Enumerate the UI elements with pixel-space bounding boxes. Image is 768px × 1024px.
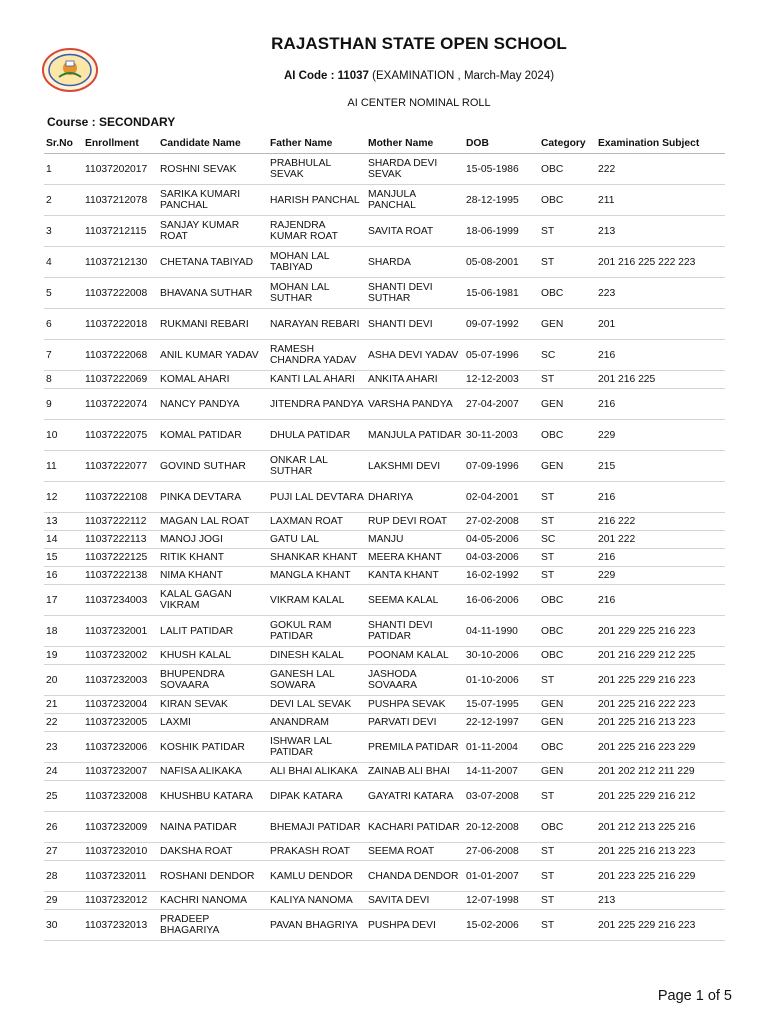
cell-father-name: KANTI LAL AHARI <box>268 371 366 389</box>
cell-candidate-name: NANCY PANDYA <box>158 389 268 420</box>
cell-enrollment: 11037232008 <box>83 781 158 812</box>
cell-father-name: MANGLA KHANT <box>268 567 366 585</box>
cell-srno: 28 <box>44 861 83 892</box>
cell-candidate-name: DAKSHA ROAT <box>158 843 268 861</box>
cell-enrollment: 11037212130 <box>83 247 158 278</box>
cell-dob: 15-05-1986 <box>464 154 539 185</box>
table-row <box>44 843 725 861</box>
cell-candidate-name: KOMAL AHARI <box>158 371 268 389</box>
col-header-enrollment: Enrollment <box>83 133 158 154</box>
cell-exam-subject: 201 225 229 216 212 <box>596 781 725 812</box>
cell-srno: 26 <box>44 812 83 843</box>
cell-dob: 09-07-1992 <box>464 309 539 340</box>
cell-candidate-name: KOSHIK PATIDAR <box>158 732 268 763</box>
cell-dob: 18-06-1999 <box>464 216 539 247</box>
cell-category: ST <box>539 513 596 531</box>
cell-enrollment: 11037222108 <box>83 482 158 513</box>
cell-exam-subject: 201 202 212 211 229 <box>596 763 725 781</box>
cell-srno: 19 <box>44 647 83 665</box>
cell-father-name: ISHWAR LAL PATIDAR <box>268 732 366 763</box>
cell-father-name: PAVAN BHAGRIYA <box>268 910 366 941</box>
cell-category: ST <box>539 910 596 941</box>
cell-enrollment: 11037232012 <box>83 892 158 910</box>
cell-category: OBC <box>539 616 596 647</box>
cell-mother-name: LAKSHMI DEVI <box>366 451 464 482</box>
cell-dob: 28-12-1995 <box>464 185 539 216</box>
cell-candidate-name: RITIK KHANT <box>158 549 268 567</box>
cell-father-name: GATU LAL <box>268 531 366 549</box>
cell-exam-subject: 216 <box>596 389 725 420</box>
cell-candidate-name: NIMA KHANT <box>158 567 268 585</box>
table-row <box>44 861 725 892</box>
cell-srno: 4 <box>44 247 83 278</box>
cell-candidate-name: KHUSHBU KATARA <box>158 781 268 812</box>
cell-candidate-name: KHUSH KALAL <box>158 647 268 665</box>
cell-candidate-name: NAFISA ALIKAKA <box>158 763 268 781</box>
cell-dob: 07-09-1996 <box>464 451 539 482</box>
cell-dob: 22-12-1997 <box>464 714 539 732</box>
cell-category: OBC <box>539 185 596 216</box>
cell-exam-subject: 223 <box>596 278 725 309</box>
table-row <box>44 154 725 185</box>
cell-exam-subject: 201 225 229 216 223 <box>596 665 725 696</box>
cell-enrollment: 11037232006 <box>83 732 158 763</box>
cell-enrollment: 11037202017 <box>83 154 158 185</box>
cell-exam-subject: 229 <box>596 420 725 451</box>
cell-srno: 11 <box>44 451 83 482</box>
cell-father-name: MOHAN LAL SUTHAR <box>268 278 366 309</box>
cell-enrollment: 11037232013 <box>83 910 158 941</box>
exam-session: (EXAMINATION , March-May 2024) <box>368 70 555 82</box>
cell-dob: 27-06-2008 <box>464 843 539 861</box>
cell-exam-subject: 213 <box>596 216 725 247</box>
cell-category: ST <box>539 665 596 696</box>
cell-exam-subject: 201 <box>596 309 725 340</box>
page-number: Page 1 of 5 <box>657 988 732 1004</box>
cell-enrollment: 11037222138 <box>83 567 158 585</box>
cell-category: SC <box>539 340 596 371</box>
table-row <box>44 531 725 549</box>
cell-category: GEN <box>539 389 596 420</box>
cell-srno: 5 <box>44 278 83 309</box>
cell-father-name: KAMLU DENDOR <box>268 861 366 892</box>
cell-enrollment: 11037212078 <box>83 185 158 216</box>
table-row <box>44 665 725 696</box>
table-row <box>44 420 725 451</box>
cell-dob: 30-11-2003 <box>464 420 539 451</box>
cell-exam-subject: 211 <box>596 185 725 216</box>
cell-father-name: PUJI LAL DEVTARA <box>268 482 366 513</box>
cell-dob: 27-02-2008 <box>464 513 539 531</box>
cell-dob: 12-07-1998 <box>464 892 539 910</box>
cell-exam-subject: 216 222 <box>596 513 725 531</box>
cell-category: OBC <box>539 585 596 616</box>
cell-category: ST <box>539 371 596 389</box>
cell-mother-name: SHANTI DEVI PATIDAR <box>366 616 464 647</box>
cell-srno: 18 <box>44 616 83 647</box>
cell-father-name: DIPAK KATARA <box>268 781 366 812</box>
table-row <box>44 812 725 843</box>
cell-srno: 22 <box>44 714 83 732</box>
cell-mother-name: SEEMA KALAL <box>366 585 464 616</box>
cell-father-name: ALI BHAI ALIKAKA <box>268 763 366 781</box>
cell-mother-name: PARVATI DEVI <box>366 714 464 732</box>
table-row <box>44 585 725 616</box>
cell-srno: 20 <box>44 665 83 696</box>
table-row <box>44 247 725 278</box>
cell-mother-name: GAYATRI KATARA <box>366 781 464 812</box>
col-header-srno: Sr.No <box>44 133 83 154</box>
cell-srno: 15 <box>44 549 83 567</box>
cell-candidate-name: MAGAN LAL ROAT <box>158 513 268 531</box>
cell-exam-subject: 222 <box>596 154 725 185</box>
cell-srno: 1 <box>44 154 83 185</box>
cell-category: GEN <box>539 309 596 340</box>
cell-father-name: ANANDRAM <box>268 714 366 732</box>
cell-candidate-name: LALIT PATIDAR <box>158 616 268 647</box>
cell-exam-subject: 229 <box>596 567 725 585</box>
table-row <box>44 910 725 941</box>
cell-exam-subject: 201 216 225 <box>596 371 725 389</box>
cell-enrollment: 11037234003 <box>83 585 158 616</box>
cell-candidate-name: NAINA PATIDAR <box>158 812 268 843</box>
cell-enrollment: 11037222113 <box>83 531 158 549</box>
cell-dob: 02-04-2001 <box>464 482 539 513</box>
cell-candidate-name: BHUPENDRA SOVAARA <box>158 665 268 696</box>
cell-srno: 6 <box>44 309 83 340</box>
cell-mother-name: SHARDA DEVI SEVAK <box>366 154 464 185</box>
cell-mother-name: CHANDA DENDOR <box>366 861 464 892</box>
cell-category: OBC <box>539 154 596 185</box>
cell-exam-subject: 201 225 216 223 229 <box>596 732 725 763</box>
cell-category: ST <box>539 892 596 910</box>
cell-dob: 15-02-2006 <box>464 910 539 941</box>
cell-dob: 01-11-2004 <box>464 732 539 763</box>
table-row <box>44 309 725 340</box>
cell-enrollment: 11037222068 <box>83 340 158 371</box>
cell-enrollment: 11037222075 <box>83 420 158 451</box>
cell-category: OBC <box>539 732 596 763</box>
cell-candidate-name: RUKMANI REBARI <box>158 309 268 340</box>
cell-srno: 9 <box>44 389 83 420</box>
cell-exam-subject: 201 225 229 216 223 <box>596 910 725 941</box>
cell-father-name: SHANKAR KHANT <box>268 549 366 567</box>
cell-exam-subject: 215 <box>596 451 725 482</box>
cell-mother-name: MANJULA PANCHAL <box>366 185 464 216</box>
cell-candidate-name: ROSHNI SEVAK <box>158 154 268 185</box>
cell-mother-name: KACHARI PATIDAR <box>366 812 464 843</box>
cell-candidate-name: KOMAL PATIDAR <box>158 420 268 451</box>
cell-enrollment: 11037232009 <box>83 812 158 843</box>
cell-srno: 25 <box>44 781 83 812</box>
cell-mother-name: SHANTI DEVI <box>366 309 464 340</box>
cell-enrollment: 11037232005 <box>83 714 158 732</box>
cell-mother-name: MEERA KHANT <box>366 549 464 567</box>
cell-candidate-name: GOVIND SUTHAR <box>158 451 268 482</box>
cell-srno: 21 <box>44 696 83 714</box>
cell-enrollment: 11037222018 <box>83 309 158 340</box>
cell-exam-subject: 201 225 216 213 223 <box>596 843 725 861</box>
cell-candidate-name: CHETANA TABIYAD <box>158 247 268 278</box>
col-header-exam-subject: Examination Subject <box>596 133 725 154</box>
cell-dob: 04-11-1990 <box>464 616 539 647</box>
cell-dob: 27-04-2007 <box>464 389 539 420</box>
cell-father-name: DHULA PATIDAR <box>268 420 366 451</box>
table-row <box>44 732 725 763</box>
cell-dob: 05-07-1996 <box>464 340 539 371</box>
cell-srno: 17 <box>44 585 83 616</box>
cell-father-name: JITENDRA PANDYA <box>268 389 366 420</box>
cell-srno: 10 <box>44 420 83 451</box>
ai-code-line <box>0 70 768 82</box>
cell-category: ST <box>539 843 596 861</box>
cell-enrollment: 11037232003 <box>83 665 158 696</box>
cell-enrollment: 11037222112 <box>83 513 158 531</box>
cell-category: GEN <box>539 696 596 714</box>
cell-srno: 27 <box>44 843 83 861</box>
cell-father-name: PRAKASH ROAT <box>268 843 366 861</box>
cell-mother-name: SHANTI DEVI SUTHAR <box>366 278 464 309</box>
cell-enrollment: 11037222069 <box>83 371 158 389</box>
cell-exam-subject: 201 229 225 216 223 <box>596 616 725 647</box>
cell-dob: 01-01-2007 <box>464 861 539 892</box>
table-row <box>44 567 725 585</box>
cell-father-name: BHEMAJI PATIDAR <box>268 812 366 843</box>
ai-code: AI Code : 11037 <box>283 70 369 82</box>
cell-srno: 2 <box>44 185 83 216</box>
cell-candidate-name: ROSHANI DENDOR <box>158 861 268 892</box>
cell-mother-name: ASHA DEVI YADAV <box>366 340 464 371</box>
cell-father-name: GANESH LAL SOWARA <box>268 665 366 696</box>
cell-category: ST <box>539 781 596 812</box>
table-row <box>44 371 725 389</box>
cell-candidate-name: SARIKA KUMARI PANCHAL <box>158 185 268 216</box>
cell-father-name: DEVI LAL SEVAK <box>268 696 366 714</box>
table-row <box>44 278 725 309</box>
table-row <box>44 781 725 812</box>
cell-dob: 05-08-2001 <box>464 247 539 278</box>
table-row <box>44 216 725 247</box>
cell-exam-subject: 216 <box>596 549 725 567</box>
table-header-row <box>44 133 725 154</box>
cell-mother-name: PREMILA PATIDAR <box>366 732 464 763</box>
cell-exam-subject: 201 225 216 222 223 <box>596 696 725 714</box>
cell-srno: 8 <box>44 371 83 389</box>
cell-category: GEN <box>539 451 596 482</box>
cell-father-name: RAJENDRA KUMAR ROAT <box>268 216 366 247</box>
table-row <box>44 549 725 567</box>
cell-dob: 04-05-2006 <box>464 531 539 549</box>
cell-category: OBC <box>539 278 596 309</box>
cell-father-name: RAMESH CHANDRA YADAV <box>268 340 366 371</box>
cell-srno: 29 <box>44 892 83 910</box>
course-label: Course : SECONDARY <box>47 115 176 129</box>
cell-mother-name: SAVITA ROAT <box>366 216 464 247</box>
cell-mother-name: ZAINAB ALI BHAI <box>366 763 464 781</box>
cell-exam-subject: 201 223 225 216 229 <box>596 861 725 892</box>
cell-mother-name: VARSHA PANDYA <box>366 389 464 420</box>
table-row <box>44 696 725 714</box>
cell-candidate-name: PRADEEP BHAGARIYA <box>158 910 268 941</box>
cell-mother-name: KANTA KHANT <box>366 567 464 585</box>
cell-srno: 24 <box>44 763 83 781</box>
cell-exam-subject: 216 <box>596 482 725 513</box>
cell-candidate-name: KACHRI NANOMA <box>158 892 268 910</box>
cell-candidate-name: SANJAY KUMAR ROAT <box>158 216 268 247</box>
cell-dob: 12-12-2003 <box>464 371 539 389</box>
cell-father-name: GOKUL RAM PATIDAR <box>268 616 366 647</box>
cell-category: ST <box>539 567 596 585</box>
cell-srno: 16 <box>44 567 83 585</box>
cell-enrollment: 11037232002 <box>83 647 158 665</box>
cell-enrollment: 11037232010 <box>83 843 158 861</box>
cell-enrollment: 11037212115 <box>83 216 158 247</box>
cell-candidate-name: KIRAN SEVAK <box>158 696 268 714</box>
cell-mother-name: JASHODA SOVAARA <box>366 665 464 696</box>
cell-enrollment: 11037222077 <box>83 451 158 482</box>
table-row <box>44 892 725 910</box>
cell-category: ST <box>539 216 596 247</box>
cell-dob: 03-07-2008 <box>464 781 539 812</box>
cell-mother-name: MANJU <box>366 531 464 549</box>
cell-srno: 14 <box>44 531 83 549</box>
cell-dob: 20-12-2008 <box>464 812 539 843</box>
cell-candidate-name: LAXMI <box>158 714 268 732</box>
cell-category: OBC <box>539 420 596 451</box>
cell-category: ST <box>539 247 596 278</box>
cell-enrollment: 11037232007 <box>83 763 158 781</box>
cell-srno: 12 <box>44 482 83 513</box>
cell-mother-name: MANJULA PATIDAR <box>366 420 464 451</box>
cell-enrollment: 11037232004 <box>83 696 158 714</box>
table-row <box>44 714 725 732</box>
nominal-roll-table <box>44 133 725 941</box>
table-row <box>44 340 725 371</box>
cell-father-name: PRABHULAL SEVAK <box>268 154 366 185</box>
table-row <box>44 451 725 482</box>
cell-exam-subject: 201 216 229 212 225 <box>596 647 725 665</box>
cell-mother-name: RUP DEVI ROAT <box>366 513 464 531</box>
cell-dob: 16-06-2006 <box>464 585 539 616</box>
cell-enrollment: 11037232011 <box>83 861 158 892</box>
cell-father-name: ONKAR LAL SUTHAR <box>268 451 366 482</box>
cell-father-name: LAXMAN ROAT <box>268 513 366 531</box>
cell-category: OBC <box>539 812 596 843</box>
cell-exam-subject: 201 212 213 225 216 <box>596 812 725 843</box>
cell-exam-subject: 213 <box>596 892 725 910</box>
cell-srno: 7 <box>44 340 83 371</box>
cell-enrollment: 11037232001 <box>83 616 158 647</box>
cell-candidate-name: PINKA DEVTARA <box>158 482 268 513</box>
cell-dob: 30-10-2006 <box>464 647 539 665</box>
cell-mother-name: SEEMA ROAT <box>366 843 464 861</box>
cell-category: ST <box>539 549 596 567</box>
cell-category: ST <box>539 861 596 892</box>
cell-enrollment: 11037222074 <box>83 389 158 420</box>
col-header-candidate-name: Candidate Name <box>158 133 268 154</box>
cell-category: SC <box>539 531 596 549</box>
col-header-father-name: Father Name <box>268 133 366 154</box>
cell-father-name: KALIYA NANOMA <box>268 892 366 910</box>
cell-mother-name: PUSHPA SEVAK <box>366 696 464 714</box>
cell-mother-name: DHARIYA <box>366 482 464 513</box>
cell-srno: 13 <box>44 513 83 531</box>
cell-mother-name: SHARDA <box>366 247 464 278</box>
cell-dob: 15-07-1995 <box>464 696 539 714</box>
cell-father-name: NARAYAN REBARI <box>268 309 366 340</box>
cell-category: GEN <box>539 763 596 781</box>
cell-candidate-name: BHAVANA SUTHAR <box>158 278 268 309</box>
cell-mother-name: POONAM KALAL <box>366 647 464 665</box>
col-header-mother-name: Mother Name <box>366 133 464 154</box>
cell-mother-name: SAVITA DEVI <box>366 892 464 910</box>
cell-category: OBC <box>539 647 596 665</box>
table-row <box>44 647 725 665</box>
cell-father-name: VIKRAM KALAL <box>268 585 366 616</box>
cell-candidate-name: MANOJ JOGI <box>158 531 268 549</box>
cell-category: ST <box>539 482 596 513</box>
cell-father-name: HARISH PANCHAL <box>268 185 366 216</box>
cell-exam-subject: 201 216 225 222 223 <box>596 247 725 278</box>
table-row <box>44 513 725 531</box>
table-row <box>44 616 725 647</box>
cell-exam-subject: 201 225 216 213 223 <box>596 714 725 732</box>
cell-exam-subject: 216 <box>596 585 725 616</box>
table-row <box>44 389 725 420</box>
cell-mother-name: ANKITA AHARI <box>366 371 464 389</box>
cell-dob: 14-11-2007 <box>464 763 539 781</box>
cell-candidate-name: ANIL KUMAR YADAV <box>158 340 268 371</box>
cell-dob: 15-06-1981 <box>464 278 539 309</box>
cell-candidate-name: KALAL GAGAN VIKRAM <box>158 585 268 616</box>
col-header-dob: DOB <box>464 133 539 154</box>
cell-exam-subject: 216 <box>596 340 725 371</box>
cell-father-name: DINESH KALAL <box>268 647 366 665</box>
cell-enrollment: 11037222125 <box>83 549 158 567</box>
cell-dob: 01-10-2006 <box>464 665 539 696</box>
table-row <box>44 185 725 216</box>
cell-mother-name: PUSHPA DEVI <box>366 910 464 941</box>
cell-dob: 16-02-1992 <box>464 567 539 585</box>
cell-category: GEN <box>539 714 596 732</box>
col-header-category: Category <box>539 133 596 154</box>
cell-dob: 04-03-2006 <box>464 549 539 567</box>
table-row <box>44 482 725 513</box>
table-row <box>44 763 725 781</box>
page-title: RAJASTHAN STATE OPEN SCHOOL <box>271 34 567 53</box>
roll-title: AI CENTER NOMINAL ROLL <box>347 97 491 109</box>
cell-father-name: MOHAN LAL TABIYAD <box>268 247 366 278</box>
cell-enrollment: 11037222008 <box>83 278 158 309</box>
cell-srno: 23 <box>44 732 83 763</box>
cell-srno: 30 <box>44 910 83 941</box>
cell-exam-subject: 201 222 <box>596 531 725 549</box>
cell-srno: 3 <box>44 216 83 247</box>
